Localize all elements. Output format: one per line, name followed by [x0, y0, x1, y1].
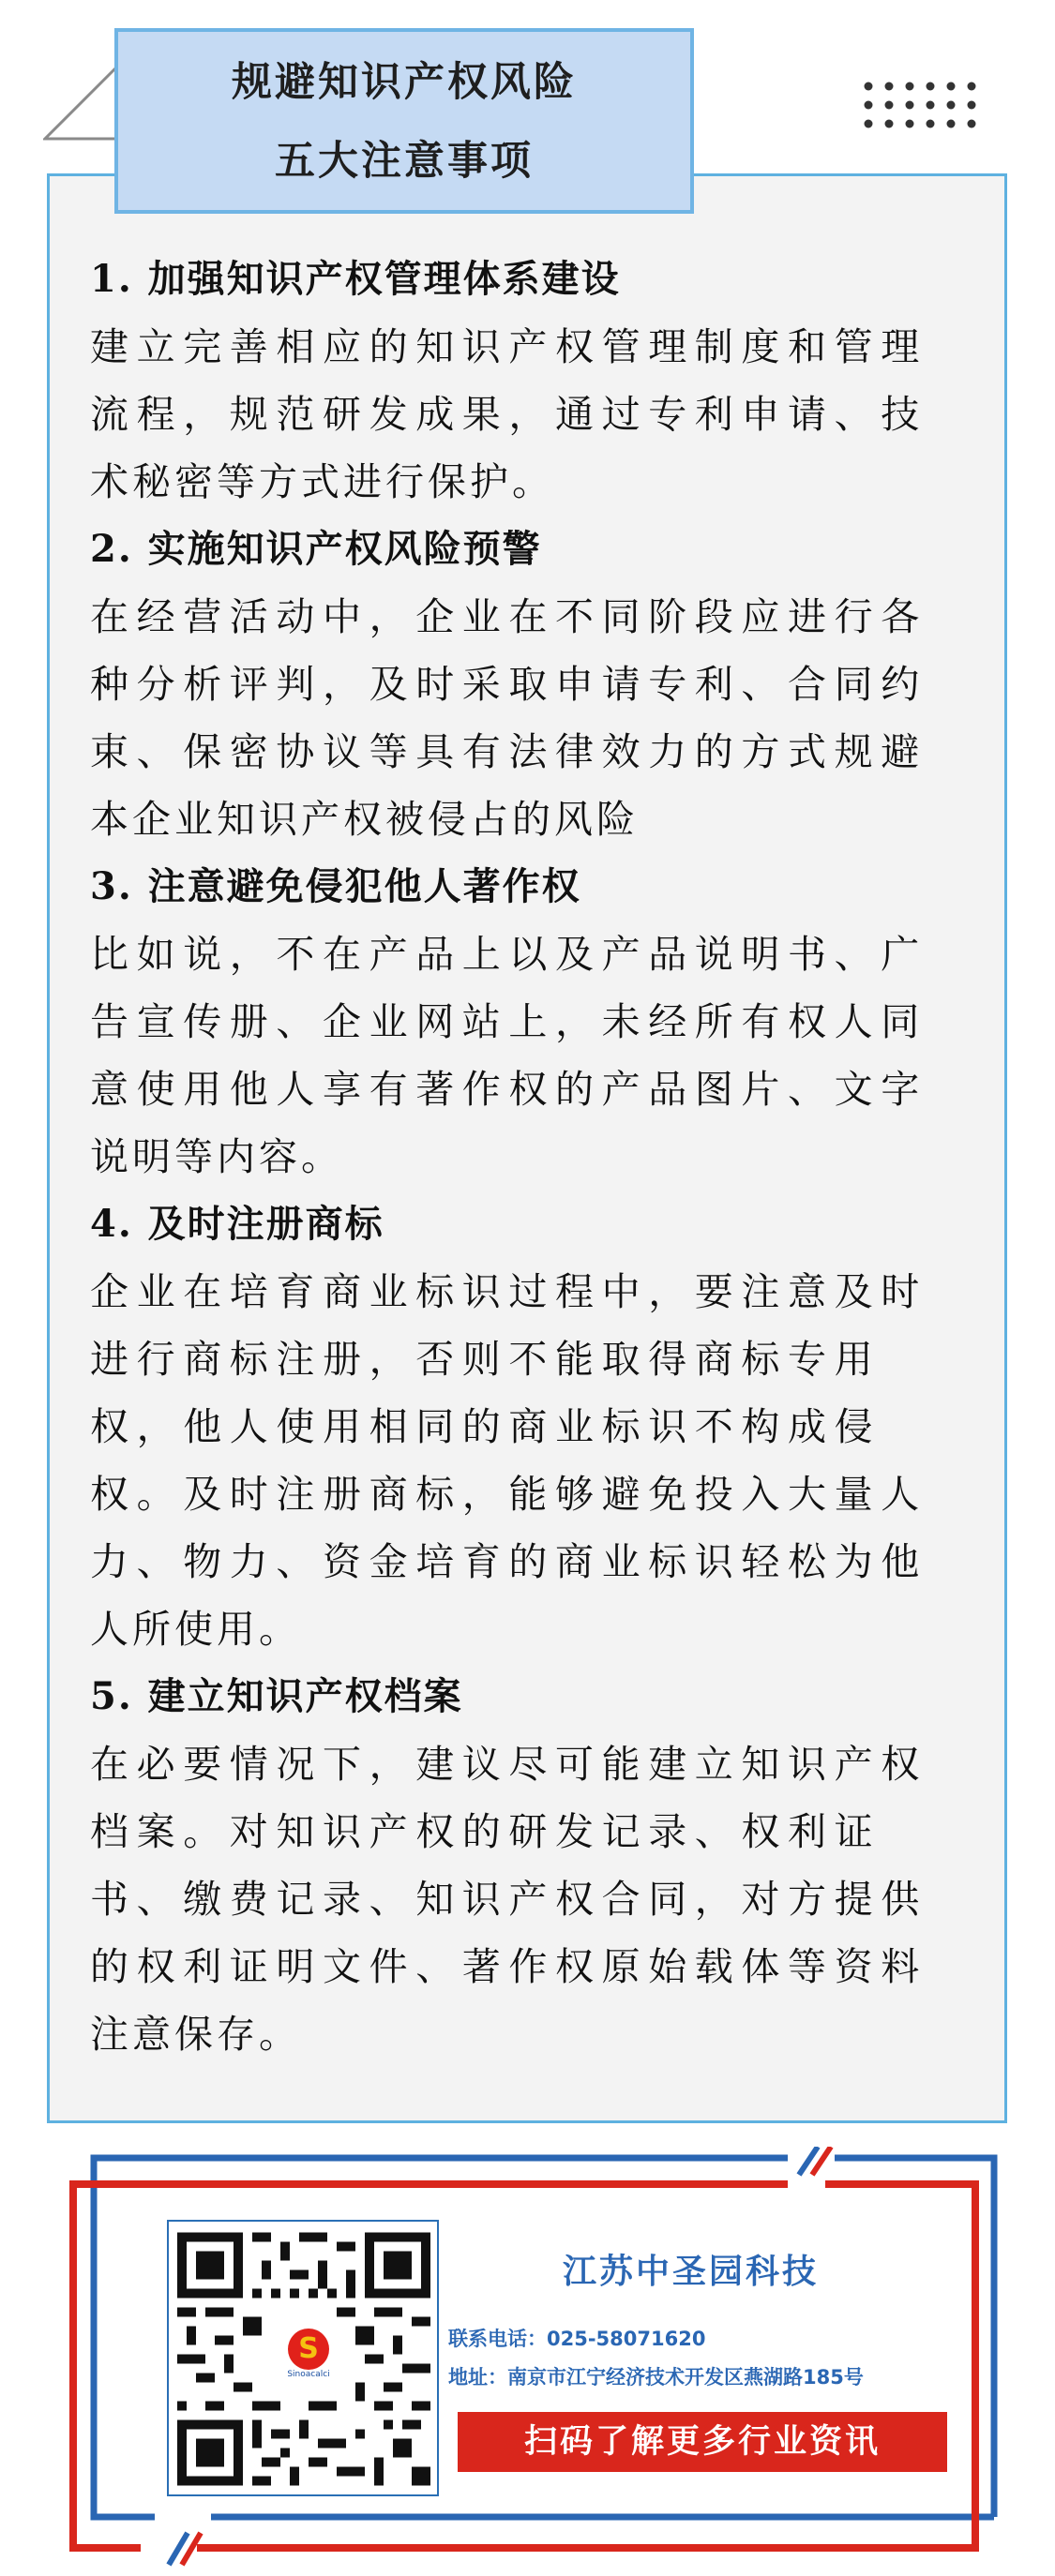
paragraph-line: 企业在培育商业标识过程中，要注意及时: [90, 1269, 927, 1314]
paragraph-line: 在必要情况下，建议尽可能建立知识产权: [90, 1742, 927, 1787]
company-logo: [275, 2325, 342, 2394]
paragraph-line: 流程，规范研发成果，通过专利申请、技: [90, 392, 927, 437]
paragraph-line: 束、保密协议等具有法律效力的方式规避: [90, 729, 927, 774]
section-heading: 5. 建立知识产权档案: [90, 1674, 463, 1718]
section-2: [90, 516, 972, 853]
section-3: [90, 853, 972, 1191]
logo-text: Sinoacalci: [287, 2370, 330, 2379]
paragraph-line: 进行商标注册，否则不能取得商标专用: [90, 1337, 882, 1382]
paragraph-line: 种分析评判，及时采取申请专利、合同约: [90, 662, 927, 707]
paragraph-line: 人所使用。: [90, 1607, 301, 1652]
section-1: [90, 246, 972, 516]
scan-cta-button[interactable]: 扫码了解更多行业资讯: [458, 2412, 947, 2472]
address-row: [448, 2362, 864, 2390]
dot-grid-icon: [861, 79, 992, 131]
footer-frame: [0, 2147, 1055, 2576]
paragraph-line: 在经营活动中，企业在不同阶段应进行各: [90, 594, 927, 639]
phone-number[interactable]: 025-58071620: [547, 2328, 706, 2350]
qr-code-card[interactable]: [167, 2220, 439, 2496]
paragraph-line: 本企业知识产权被侵占的风险: [90, 797, 639, 842]
section-heading: 1. 加强知识产权管理体系建设: [90, 257, 621, 301]
paragraph-line: 告宣传册、企业网站上，未经所有权人同: [90, 999, 927, 1044]
paragraph-line: 意使用他人享有著作权的产品图片、文字: [90, 1067, 927, 1112]
section-heading: 2. 实施知识产权风险预警: [90, 527, 542, 571]
paragraph-line: 档案。对知识产权的研发记录、权利证: [90, 1809, 882, 1854]
paragraph-line: 的权利证明文件、著作权原始载体等资料: [90, 1944, 927, 1989]
address-text: 南京市江宁经济技术开发区燕湖路185号: [507, 2366, 864, 2389]
title-line-2: 五大注意事项: [275, 138, 534, 185]
paragraph-line: 术秘密等方式进行保护。: [90, 459, 554, 504]
article-body: [90, 246, 972, 2068]
title-banner: [114, 28, 694, 214]
phone-label: 联系电话：: [448, 2328, 547, 2350]
section-5: [90, 1663, 972, 2068]
section-heading: 3. 注意避免侵犯他人著作权: [90, 864, 581, 908]
paragraph-line: 注意保存。: [90, 2012, 301, 2057]
paragraph-line: 建立完善相应的知识产权管理制度和管理: [90, 324, 927, 369]
address-label: 地址：: [448, 2366, 507, 2389]
section-4: [90, 1191, 972, 1663]
paragraph-line: 权。及时注册商标，能够避免投入大量人: [90, 1472, 927, 1517]
paragraph-line: 比如说，不在产品上以及产品说明书、广: [90, 932, 927, 977]
paragraph-line: 权，他人使用相同的商业标识不构成侵: [90, 1404, 882, 1449]
paragraph-line: 力、物力、资金培育的商业标识轻松为他: [90, 1539, 927, 1584]
logo-emblem-icon: S: [288, 2329, 329, 2370]
title-line-1: 规避知识产权风险: [232, 59, 577, 106]
phone-row: [448, 2324, 705, 2352]
company-name: 江苏中圣园科技: [563, 2253, 820, 2291]
paragraph-line: 书、缴费记录、知识产权合同，对方提供: [90, 1877, 927, 1922]
section-heading: 4. 及时注册商标: [90, 1202, 384, 1246]
paragraph-line: 说明等内容。: [90, 1134, 343, 1179]
